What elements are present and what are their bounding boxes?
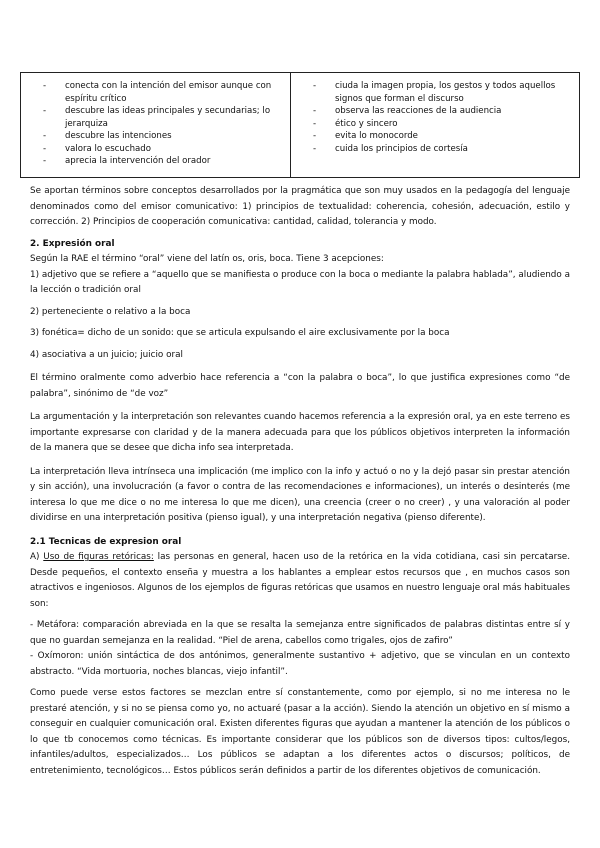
metafora-item: - Metáfora: comparación abreviada en la que se resalta la semejanza entre significados de palabras distintas entre sí y que no guardan semejanza en la realidad. “Piel de arena, cabellos como trigales, ojos de zafiro” — [30, 620, 570, 646]
section-heading-expresion-oral: 2. Expresión oral — [30, 238, 115, 249]
interpretacion-paragraph: La interpretación lleva intrínseca una implicación (me implico con la info y actuó o no y la dejó pasar sin prestar atención y sin acción), una involucración (a favor o contra de las recomendaciones e informaciones), un interés o desinterés (me interesa lo que me dice o no me interesa lo que me dicen), una creencia (creer o no creer) , y una valoración al poder dividirse en una interpretación positiva (pienso igual), y una interpretación negativa (pienso diferente). — [30, 466, 570, 523]
definition-1: 1) adjetivo que se refiere a “aquello que se manifiesta o produce con la boca o mediante la palabra hablada”, aludiendo a la lección o tradición oral — [30, 269, 570, 295]
closing-paragraph: Como puede verse estos factores se mezclan entre sí constantemente, como por ejemplo, si no me interesa no le prestaré atención, y si no se piensa como yo, no actuaré (pasar a la acción). Siendo la atención un objetivo en sí mismo a conseguir en cualquier comunicación oral. Existen diferentes figuras que ayudan a mantener la atención de los públicos o lo que tb conocemos como técnicas. Es importante considerar que los públicos son de diversos tipos: cultos/legos, infantiles/adultos, especializados… Los públicos se adaptan a los diferentes actos o discursos; políticos, de entretenimiento, tecnológicos… Estos públicos serán definidos a partir de los diferentes objetivos de comunicación. — [30, 688, 570, 776]
table-left-column — [21, 73, 291, 177]
rae-definition-intro: Según la RAE el término “oral” viene del latín os, oris, boca. Tiene 3 acepciones: — [30, 254, 384, 264]
table-right-column — [291, 73, 579, 177]
figuras-retoricas-text: las personas en general, hacen uso de la retórica en la vida cotidiana, casi sin percatarse. Desde pequeños, el contexto enseña y muestra a los hablantes a emplear estos recursos que , en muchos casos son atractivos e ingeniosos. Algunos de los ejemplos de figuras retóricas que usamos en nuestro lenguaje oral más habituales son: — [30, 552, 570, 609]
definition-4: 4) asociativa a un juicio; juicio oral — [30, 349, 183, 360]
list-item: - ciuda la imagen propia, los gestos y todos aquellos signos que forman el discurso — [313, 81, 556, 104]
list-item: - valora lo escuchado — [43, 143, 151, 154]
intro-paragraph: Se aportan términos sobre conceptos desarrollados por la pragmática que son muy usados en la pedagogía del lenguaje denominados como del emisor comunicativo: 1) principios de textualidad: coherencia, cohesión, adecuación, estilo y corrección. 2) Principios de cooperación comunicativa: cantidad, calidad, tolerancia y modo. — [30, 186, 570, 227]
list-item: - descubre las ideas principales y secundarias; lo jerarquiza — [43, 106, 271, 129]
argumentacion-paragraph: La argumentación y la interpretación son relevantes cuando hacemos referencia a la expresión oral, ya en este terreno es importante expresarse con claridad y de la manera adecuada para que los públicos objetivos interpreten la información de la manera que se desee que dicha info sea interpretada. — [30, 412, 570, 453]
list-item: - cuida los principios de cortesía — [313, 143, 468, 154]
definition-2: 2) perteneciente o relativo a la boca — [30, 306, 191, 317]
oralmente-paragraph: El término oralmente como adverbio hace referencia a “con la palabra o boca”, lo que justifica expresiones como “de palabra”, sinónimo de “de voz” — [30, 373, 570, 399]
list-item: - evita lo monocorde — [313, 131, 418, 141]
list-item: - descubre las intenciones — [43, 131, 172, 141]
list-item: - conecta con la intención del emisor aunque con espíritu crítico — [43, 81, 272, 104]
list-item: - aprecia la intervención del orador — [43, 156, 211, 166]
listening-speaking-table — [20, 72, 580, 178]
list-item: - observa las reacciones de la audiencia — [313, 106, 502, 116]
subheading-figuras-retoricas: Uso de figuras retóricas: — [43, 552, 154, 562]
figuras-retoricas-paragraph — [30, 550, 570, 612]
definition-3: 3) fonética= dicho de un sonido: que se articula expulsando el aire exclusivamente por la boca — [30, 328, 450, 338]
oximoron-item: - Oxímoron: unión sintáctica de dos antónimos, generalmente sustantivo + adjetivo, que se vinculan en un contexto abstracto. “Vida mortuoria, noches blancas, viejo infantil”. — [30, 651, 570, 677]
item-label: A) — [30, 552, 40, 562]
section-heading-tecnicas: 2.1 Tecnicas de expresion oral — [30, 536, 182, 547]
list-item: - ético y sincero — [313, 118, 398, 129]
document-body — [30, 184, 570, 779]
